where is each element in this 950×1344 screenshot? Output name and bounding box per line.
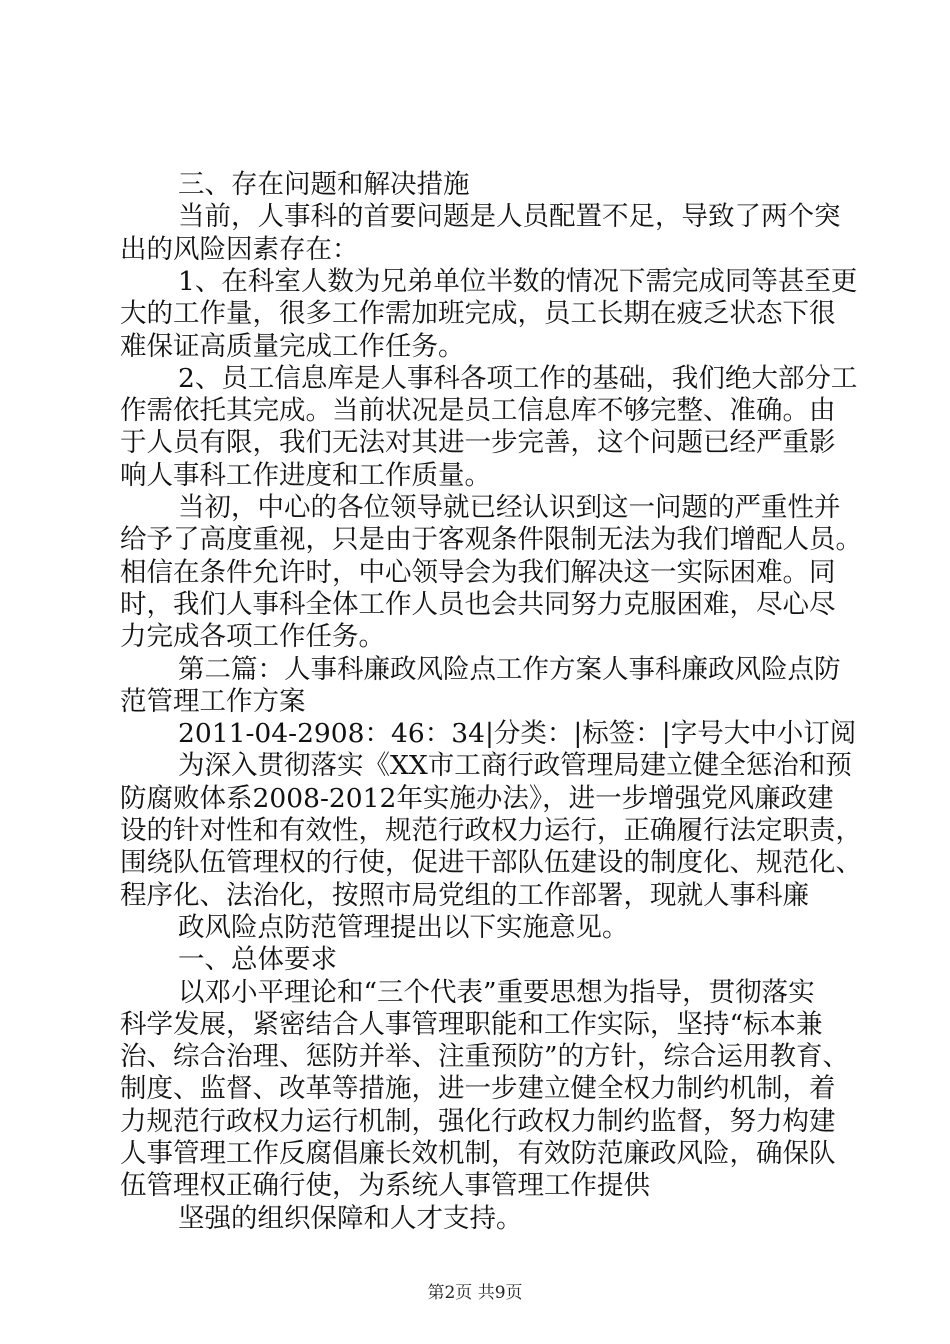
paragraph-line: 人事管理工作反腐倡廉长效机制，有效防范廉政风险，确保队 <box>120 1138 836 1169</box>
chapter-title: 范管理工作方案 <box>120 685 306 717</box>
paragraph-line: 大的工作量，很多工作需加班完成，员工长期在疲乏状态下很 <box>120 298 836 330</box>
page-number: 第2页 共9页 <box>427 1282 523 1303</box>
paragraph-line: 给予了高度重视，只是由于客观条件限制无法为我们增配人员。 <box>120 524 862 556</box>
paragraph-line: 响人事科工作进度和工作质量。 <box>120 459 491 491</box>
chapter-title: 第二篇：人事科廉政风险点工作方案人事科廉政风险点防 <box>178 653 841 685</box>
paragraph-line: 程序化、法治化，按照市局党组的工作部署，现就人事科廉 <box>120 879 809 911</box>
paragraph-line: 时，我们人事科全体工作人员也会共同努力克服困难，尽心尽 <box>120 588 836 620</box>
meta-line: 2011-04-2908：46：34|分类：|标签：|字号大中小订阅 <box>178 718 857 750</box>
paragraph-line: 治、综合治理、惩防并举、注重预防”的方针，综合运用教育、 <box>120 1041 850 1073</box>
paragraph-line: 防腐败体系2008-2012年实施办法》，进一步增强党风廉政建 <box>120 782 834 814</box>
paragraph-line: 2、员工信息库是人事科各项工作的基础，我们绝大部分工 <box>178 362 858 394</box>
paragraph-line: 围绕队伍管理权的行使，促进干部队伍建设的制度化、规范化、 <box>120 847 862 879</box>
paragraph-line: 设的针对性和有效性，规范行政权力运行，正确履行法定职责， <box>120 815 862 846</box>
paragraph-line: 当初，中心的各位领导就已经认识到这一问题的严重性并 <box>178 492 841 523</box>
paragraph-line: 政风险点防范管理提出以下实施意见。 <box>178 911 629 943</box>
paragraph-line: 难保证高质量完成工作任务。 <box>120 330 465 362</box>
paragraph-line: 制度、监督、改革等措施，进一步建立健全权力制约机制，着 <box>120 1073 836 1105</box>
paragraph-line: 当前，人事科的首要问题是人员配置不足，导致了两个突 <box>178 201 841 233</box>
paragraph-line: 力规范行政权力运行机制，强化行政权力制约监督，努力构建 <box>120 1105 836 1137</box>
paragraph-line: 力完成各项工作任务。 <box>120 621 385 653</box>
paragraph-line: 为深入贯彻落实《XX市工商行政管理局建立健全惩治和预 <box>178 750 852 782</box>
paragraph-line: 相信在条件允许时，中心领导会为我们解决这一实际困难。同 <box>120 556 836 588</box>
section-heading: 三、存在问题和解决措施 <box>178 169 470 200</box>
paragraph-line: 1、在科室人数为兄弟单位半数的情况下需完成同等甚至更 <box>178 265 858 297</box>
paragraph-line: 科学发展，紧密结合人事管理职能和工作实际，坚持“标本兼 <box>120 1008 823 1040</box>
paragraph-line: 伍管理权正确行使，为系统人事管理工作提供 <box>120 1170 650 1202</box>
paragraph-line: 坚强的组织保障和人才支持。 <box>178 1202 523 1234</box>
section-heading: 一、总体要求 <box>178 944 337 976</box>
paragraph-line: 于人员有限，我们无法对其进一步完善，这个问题已经严重影 <box>120 427 836 459</box>
paragraph-line: 以邓小平理论和“三个代表”重要思想为指导，贯彻落实 <box>178 976 815 1008</box>
paragraph-line: 出的风险因素存在： <box>120 233 359 265</box>
paragraph-line: 作需依托其完成。当前状况是员工信息库不够完整、准确。由 <box>120 395 836 427</box>
